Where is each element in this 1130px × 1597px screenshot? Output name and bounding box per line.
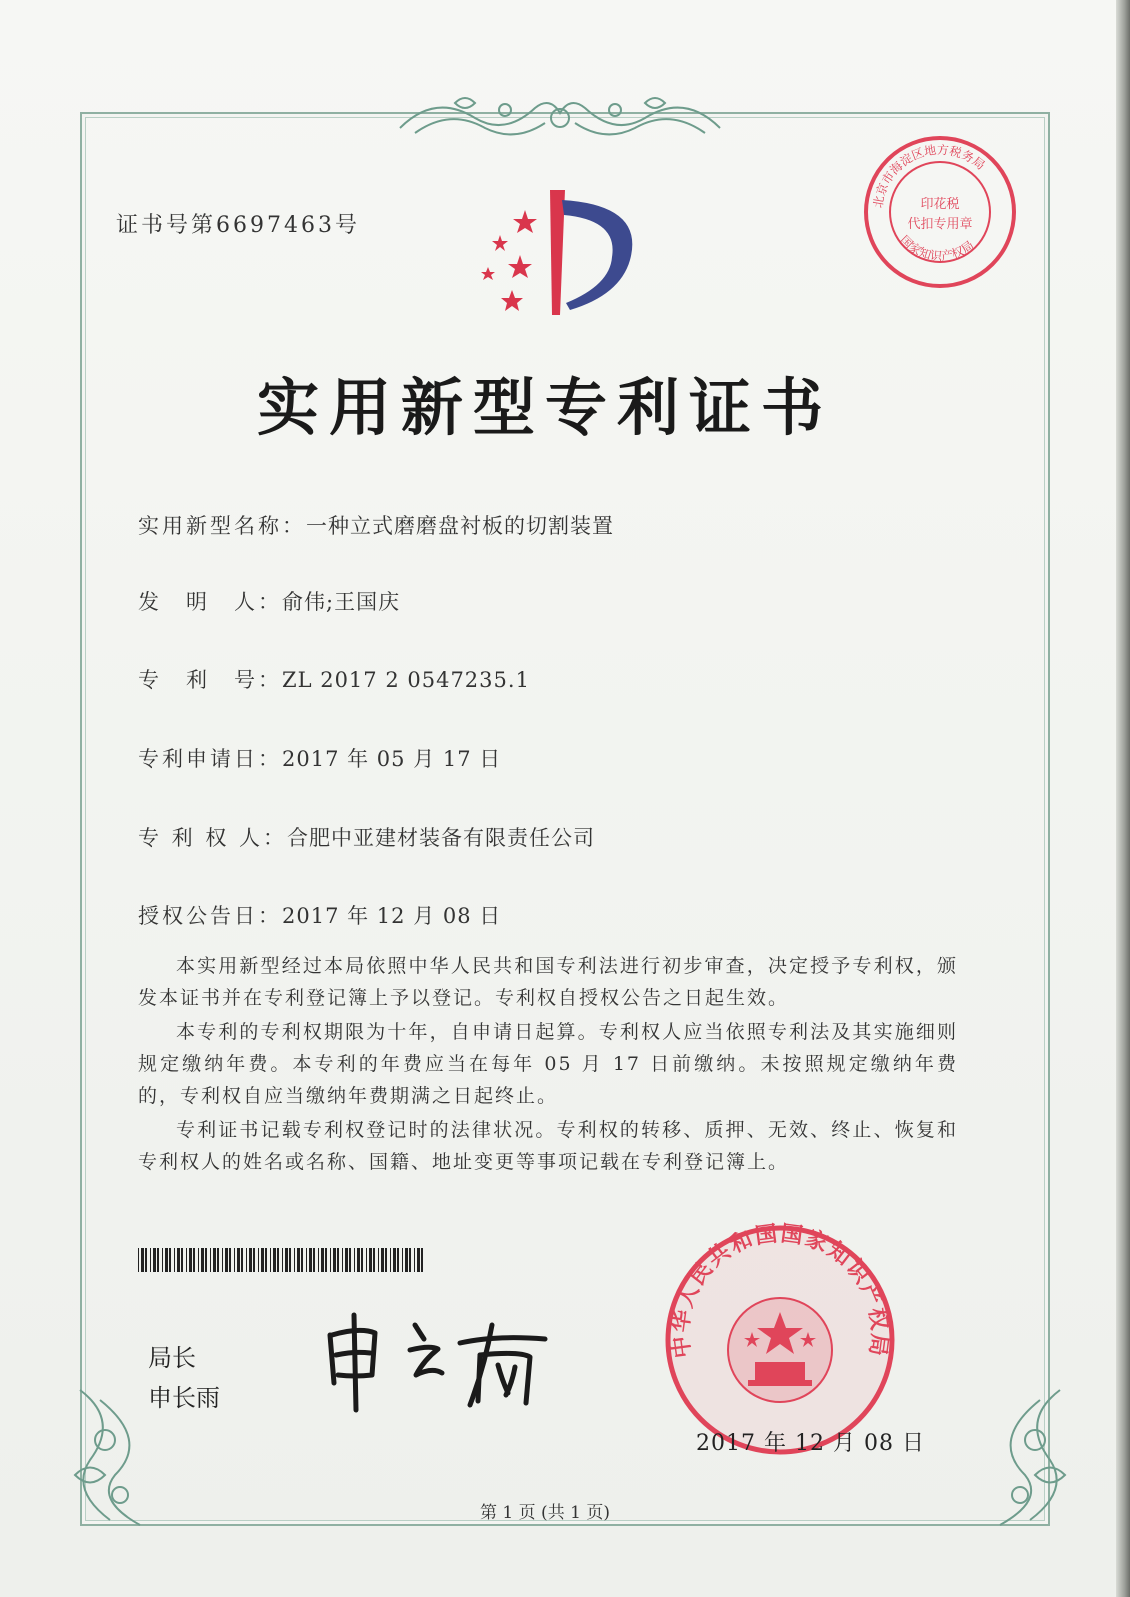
- paragraph-3: 专利证书记载专利权登记时的法律状况。专利权的转移、质押、无效、终止、恢复和专利权人的姓名或名称、国籍、地址变更等事项记载在专利登记簿上。: [138, 1119, 958, 1173]
- top-ornament-icon: [395, 88, 725, 143]
- tax-stamp-line2: 代扣专用章: [907, 217, 973, 232]
- field-value: 2017 年 12 月 08 日: [282, 904, 502, 928]
- field-value: ZL 2017 2 0547235.1: [282, 668, 530, 692]
- national-ip-office-seal: [660, 1220, 900, 1460]
- field-application-date: [138, 743, 501, 773]
- paragraph-2: 本专利的专利权期限为十年，自申请日起算。专利权人应当依照专利法及其实施细则规定缴纳年费。本专利的年费应当在每年 05 月 17 日前缴纳。未按照规定缴纳年费的，专利权自应当缴纳年费期满之日起终止。: [138, 1021, 958, 1107]
- field-value: 2017 年 05 月 17 日: [282, 747, 502, 771]
- scan-edge: [1116, 0, 1130, 1597]
- certificate-title: 实用新型专利证书: [256, 371, 833, 444]
- patent-office-emblem-icon: [470, 185, 650, 325]
- field-value: 合肥中亚建材装备有限责任公司: [287, 826, 596, 850]
- field-label: 专利申请日：: [138, 747, 282, 771]
- barcode: [138, 1248, 428, 1272]
- page-footer: 第 1 页 (共 1 页): [480, 1503, 610, 1523]
- field-grant-date: [138, 900, 501, 930]
- seal-date: 2017 年 12 月 08 日: [696, 1431, 925, 1456]
- paragraph-1: 本实用新型经过本局依照中华人民共和国专利法进行初步审查，决定授予专利权，颁发本证书并在专利登记簿上予以登记。专利权自授权公告之日起生效。: [138, 955, 958, 1009]
- field-label: 发 明 人：: [138, 590, 282, 614]
- field-label: 专 利 权 人：: [138, 826, 288, 850]
- field-inventor: [138, 586, 400, 616]
- field-utility-model-name: [138, 510, 614, 540]
- field-value: 俞伟;王国庆: [282, 590, 401, 614]
- certificate-number: 证书号第6697463号: [116, 213, 360, 238]
- signatory-position: 局长: [148, 1344, 196, 1372]
- seal-ring-text: 中华人民共和国国家知识产权局: [668, 1221, 892, 1360]
- signatory-block: [148, 1338, 220, 1418]
- field-label: 授权公告日：: [138, 904, 282, 928]
- tax-stamp-icon: [860, 132, 1020, 292]
- field-label: 专 利 号：: [138, 668, 282, 692]
- tax-stamp-outer-text: 北京市海淀区地方税务局: [870, 142, 988, 209]
- tax-stamp-bottom-text: 国家知识产权局: [897, 232, 977, 264]
- field-patentee: [138, 822, 595, 852]
- handwritten-signature: [320, 1305, 560, 1415]
- signatory-name: 申长雨: [148, 1384, 220, 1412]
- tax-stamp-line1: 印花税: [920, 197, 960, 212]
- field-value: 一种立式磨磨盘衬板的切割装置: [306, 514, 614, 538]
- field-patent-number: [138, 664, 530, 694]
- svg-text:国家知识产权局: [897, 233, 976, 263]
- field-label: 实用新型名称：: [138, 514, 306, 538]
